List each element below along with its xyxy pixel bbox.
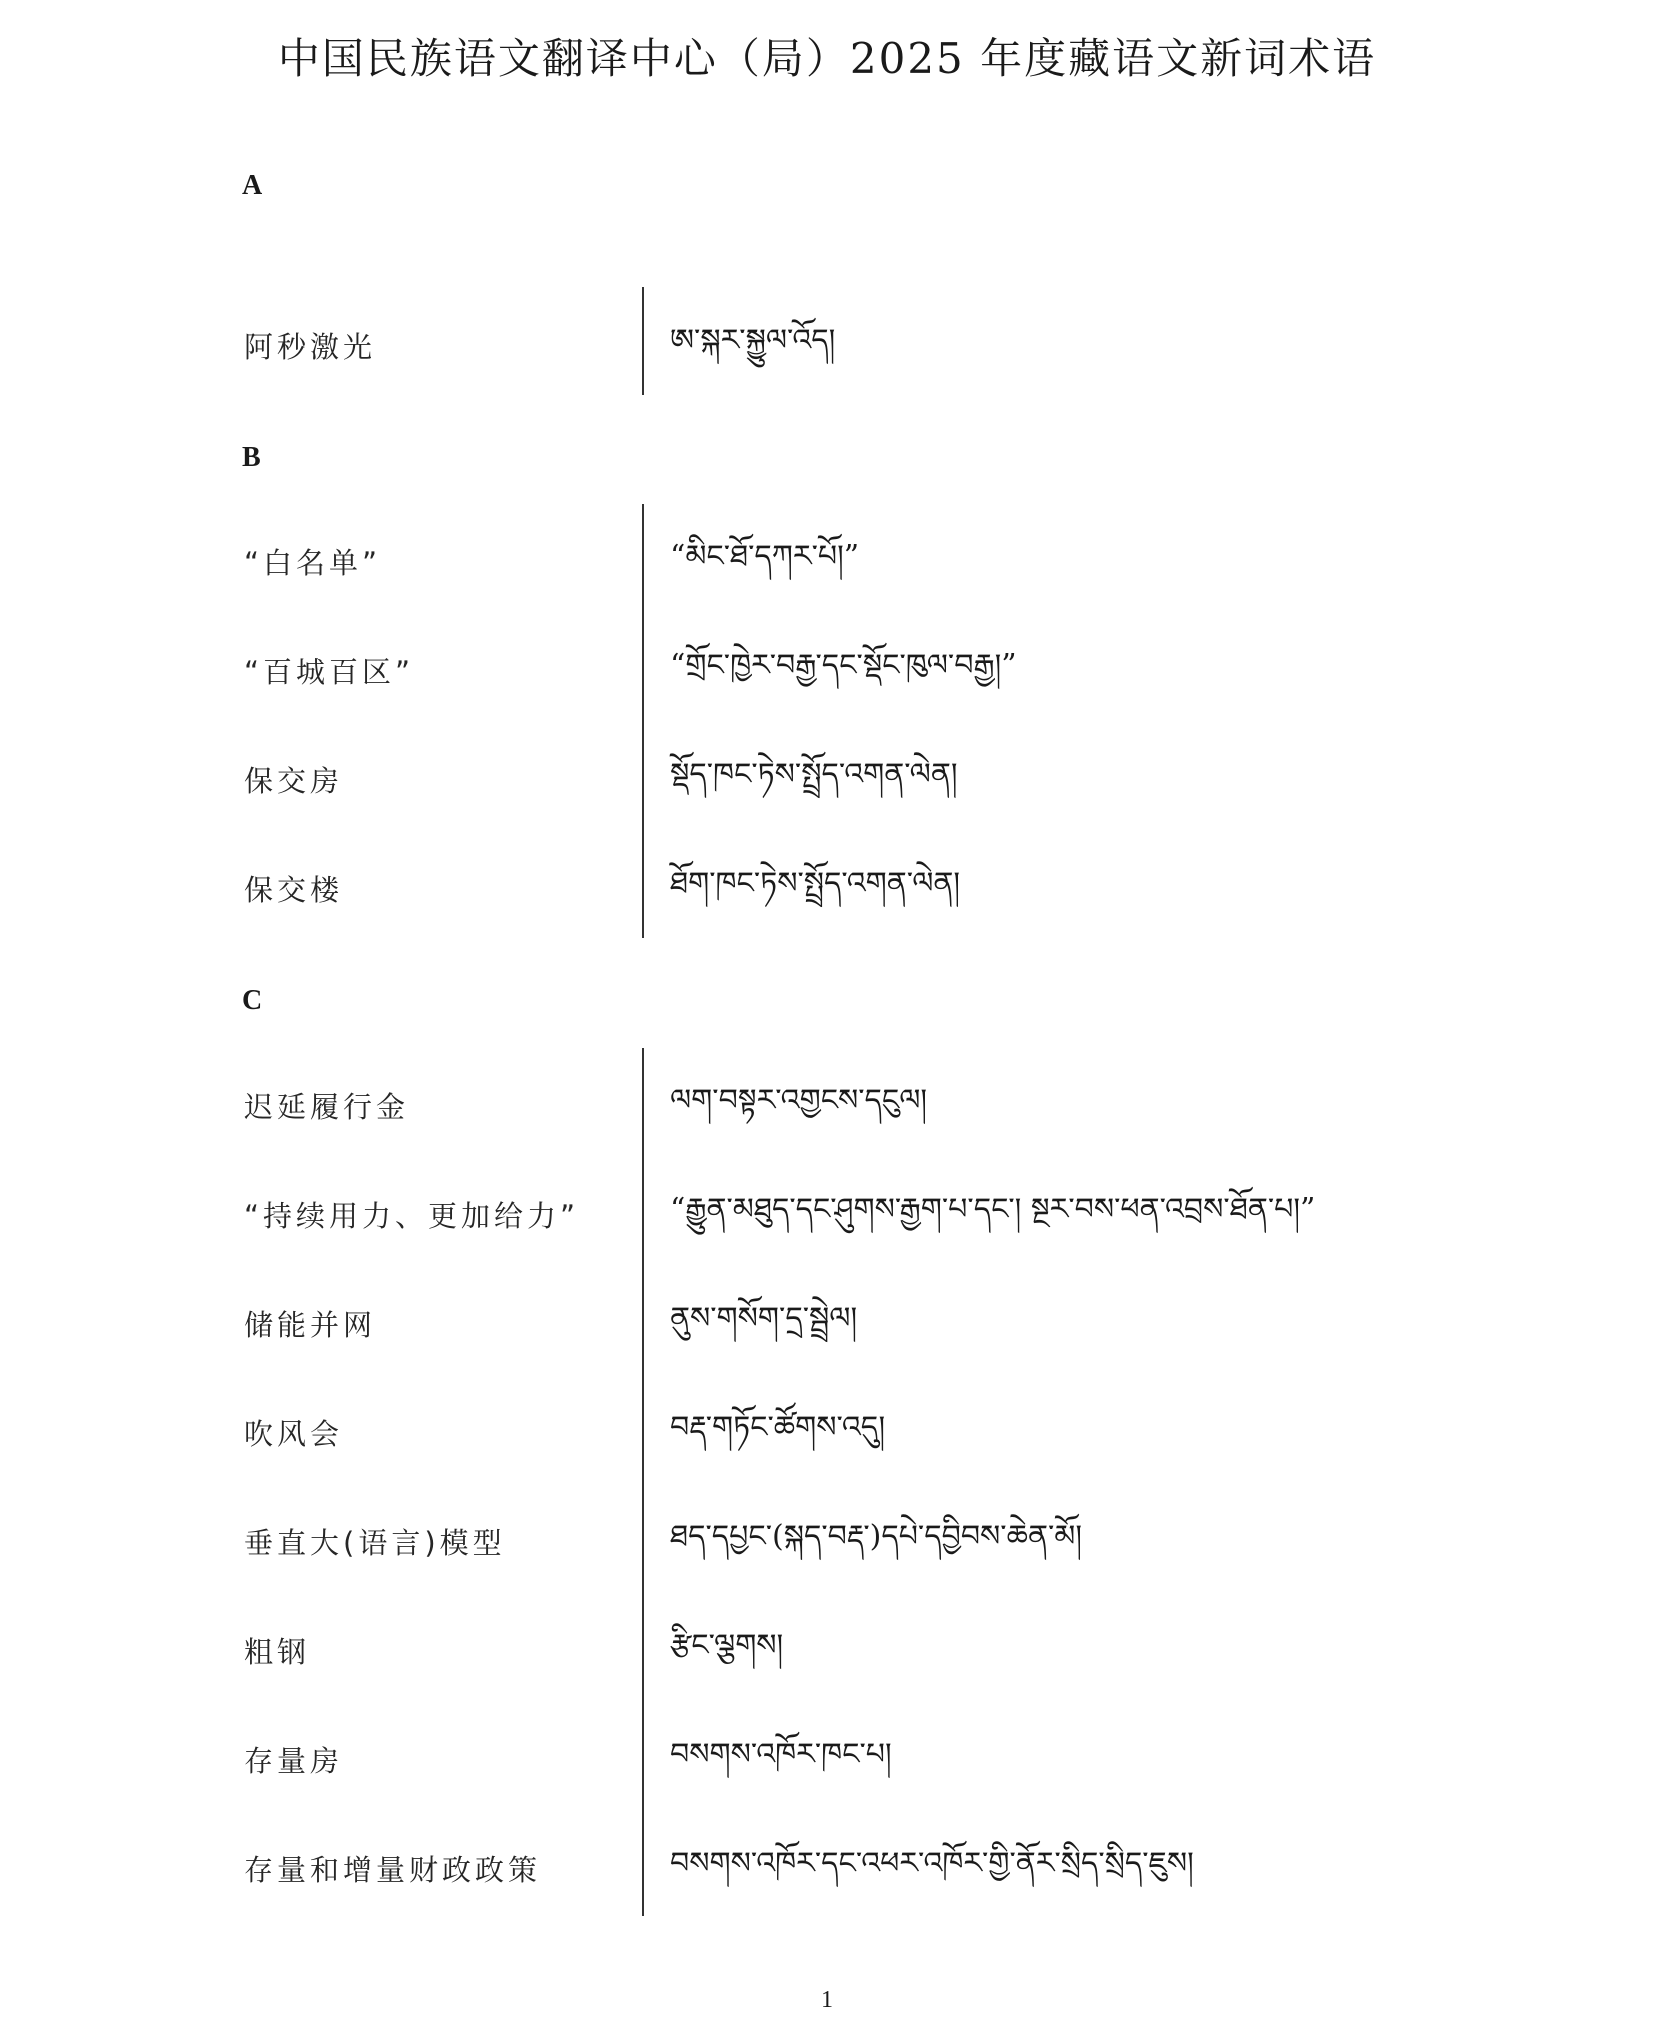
tibetan-term: “གྲོང་ཁྱེར་བརྒྱ་དང་སྡོང་ཁུལ་བརྒྱ།” xyxy=(670,648,1017,683)
term-row xyxy=(0,642,1654,702)
term-row xyxy=(0,1840,1654,1900)
tibetan-term: ལག་བསྟར་འགྱངས་དངུལ། xyxy=(670,1083,928,1118)
chinese-term: “百城百区” xyxy=(244,655,415,689)
chinese-term: 存量房 xyxy=(244,1744,344,1778)
tibetan-term: བསགས་འཁོར་ཁང་པ། xyxy=(670,1737,892,1772)
term-row xyxy=(0,533,1654,593)
page-title: 中国民族语文翻译中心（局）2025 年度藏语文新词术语 xyxy=(277,34,1377,83)
term-row xyxy=(0,1186,1654,1246)
chinese-term: 保交房 xyxy=(244,764,344,798)
chinese-term: 迟延履行金 xyxy=(244,1090,410,1124)
tibetan-term: ནུས་གསོག་དྲ་སྦྲེལ། xyxy=(670,1301,858,1336)
tibetan-term: བསགས་འཁོར་དང་འཕར་འཁོར་གྱི་ནོར་སྲིད་སྲིད་ཇུས། xyxy=(670,1846,1194,1881)
chinese-term: “持续用力、更加给力” xyxy=(244,1199,580,1233)
chinese-term: 吹风会 xyxy=(244,1417,344,1451)
term-row xyxy=(0,1404,1654,1464)
tibetan-term: ཨ་སྐར་སྐྱུལ་འོད། xyxy=(670,323,836,358)
term-row xyxy=(0,1622,1654,1682)
term-row xyxy=(0,1513,1654,1573)
page-number: 1 xyxy=(821,1987,833,2013)
chinese-term: 存量和增量财政政策 xyxy=(244,1853,542,1887)
section-letter-b: B xyxy=(242,442,261,473)
chinese-term: “白名单” xyxy=(244,546,382,580)
term-row xyxy=(0,860,1654,920)
chinese-term: 储能并网 xyxy=(244,1308,377,1342)
section-letter-c: C xyxy=(242,985,263,1016)
chinese-term: 保交楼 xyxy=(244,873,344,907)
term-row xyxy=(0,1077,1654,1137)
tibetan-term: “རྒྱུན་མཐུད་དང་ཤུགས་རྒྱག་པ་དང་། སྔར་བས་ཕན་འབྲས་ཐོན་པ།” xyxy=(670,1192,1316,1227)
chinese-term: 阿秒激光 xyxy=(244,330,377,364)
chinese-term: 垂直大(语言)模型 xyxy=(244,1526,506,1560)
tibetan-term: བརྡ་གཏོང་ཚོགས་འདུ། xyxy=(670,1410,886,1445)
section-letter-a: A xyxy=(242,170,263,201)
chinese-term: 粗钢 xyxy=(244,1635,311,1669)
tibetan-term: ཐད་དཔྱང་(སྐད་བརྡ་)དཔེ་དབྱིབས་ཆེན་མོ། xyxy=(670,1519,1082,1554)
tibetan-term: ཐོག་ཁང་ཏེས་སྤྲོད་འགན་ལེན། xyxy=(670,866,961,901)
tibetan-term: སྡོད་ཁང་ཏེས་སྤྲོད་འགན་ལེན། xyxy=(670,757,958,792)
term-row xyxy=(0,1731,1654,1791)
tibetan-term: “མིང་ཐོ་དཀར་པོ།” xyxy=(670,539,860,574)
term-row xyxy=(0,317,1654,377)
term-row xyxy=(0,1295,1654,1355)
term-row xyxy=(0,751,1654,811)
tibetan-term: རྩིང་ལྕགས། xyxy=(670,1628,784,1663)
